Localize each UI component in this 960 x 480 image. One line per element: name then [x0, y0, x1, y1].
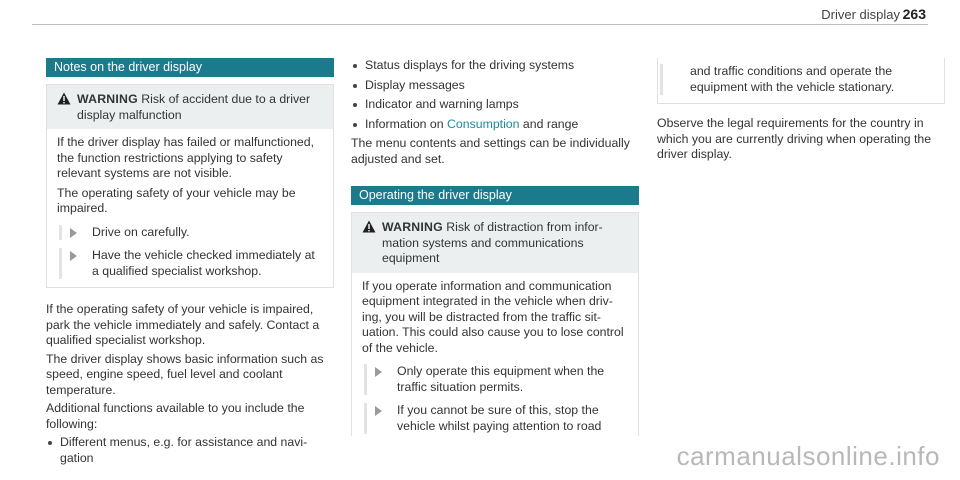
consumption-link[interactable]: Consumption: [447, 116, 520, 131]
list-item: Display messages: [351, 78, 639, 94]
warning-body: [352, 273, 638, 437]
header-rule: [32, 24, 928, 25]
section-header-notes: Notes on the driver display: [46, 58, 334, 77]
warning-body: [47, 129, 333, 287]
body-paragraph: The menu contents and settings can be individually adjusted and set.: [351, 136, 630, 166]
warning-triangle-icon: [57, 92, 71, 105]
warning-title: Risk of accident due to a driver display malfunction: [77, 92, 311, 122]
header-title: Driver display: [821, 7, 900, 22]
action-step: [364, 403, 628, 434]
step-text: Only operate this equipment when the traffic situation permits.: [397, 364, 605, 394]
warning-box-malfunction: [46, 84, 334, 288]
section-header-operating: Operating the driver display: [351, 186, 639, 205]
warning-title: Risk of distraction from information systems and communications equipment: [382, 220, 603, 265]
warning-header: [352, 213, 638, 273]
arrow-right-icon: [375, 406, 382, 416]
list-item: Different menus, e.g. for assistance and navigation: [46, 435, 334, 466]
column-1: [46, 58, 334, 470]
warning-label: WARNING: [77, 92, 138, 106]
function-list-continued: [351, 58, 639, 132]
body-paragraph: The driver display shows basic information such as speed, engine speed, fuel level and coolant temperature.: [46, 351, 324, 397]
warning-paragraph: The operating safety of your vehicle may be impaired.: [57, 185, 296, 215]
warning-box-continued: [657, 58, 945, 104]
body-paragraph: Observe the legal requirements for the country in which you are currently driving when operating the driver display.: [657, 116, 932, 161]
warning-box-distraction: [351, 212, 639, 436]
action-step: [59, 225, 323, 241]
body-paragraph: If the operating safety of your vehicle is impaired, park the vehicle immediately and safely. Contact a qualified specialist workshop.: [46, 302, 320, 347]
warning-paragraph: If the driver display has failed or malfunctioned, the function restrictions applying to safety relevant systems are not visible.: [57, 135, 315, 180]
step-text: If you cannot be sure of this, stop the vehicle whilst paying attention to road: [397, 403, 602, 433]
arrow-right-icon: [70, 228, 77, 238]
column-3: [657, 58, 945, 166]
list-item: Status displays for the driving systems: [351, 58, 639, 74]
column-2: [351, 58, 639, 436]
body-paragraph: Additional functions available to you include the following:: [46, 401, 305, 431]
warning-triangle-icon: [362, 220, 376, 233]
warning-paragraph: If you operate information and communication equipment integrated in the vehicle when driving, you will be distracted from the traffic situation. This could also cause you to lose control of the vehicle.: [362, 278, 624, 355]
list-item: Indicator and warning lamps: [351, 97, 639, 113]
action-step: [364, 364, 628, 395]
arrow-right-icon: [70, 251, 77, 261]
step-text: Drive on carefully.: [92, 224, 190, 239]
function-list: [46, 435, 334, 466]
list-item: Information on Consumption and range: [351, 117, 639, 133]
arrow-right-icon: [375, 367, 382, 377]
step-text-continued: and traffic conditions and operate the equipment with the vehicle stationary.: [660, 64, 934, 95]
step-text: Have the vehicle checked immediately at a qualified specialist workshop.: [92, 248, 315, 278]
warning-label: WARNING: [382, 220, 443, 234]
warning-header: [47, 85, 333, 129]
action-step: [59, 248, 323, 279]
watermark: carmanualsonline.info: [676, 441, 940, 471]
page-number: 263: [902, 6, 926, 22]
